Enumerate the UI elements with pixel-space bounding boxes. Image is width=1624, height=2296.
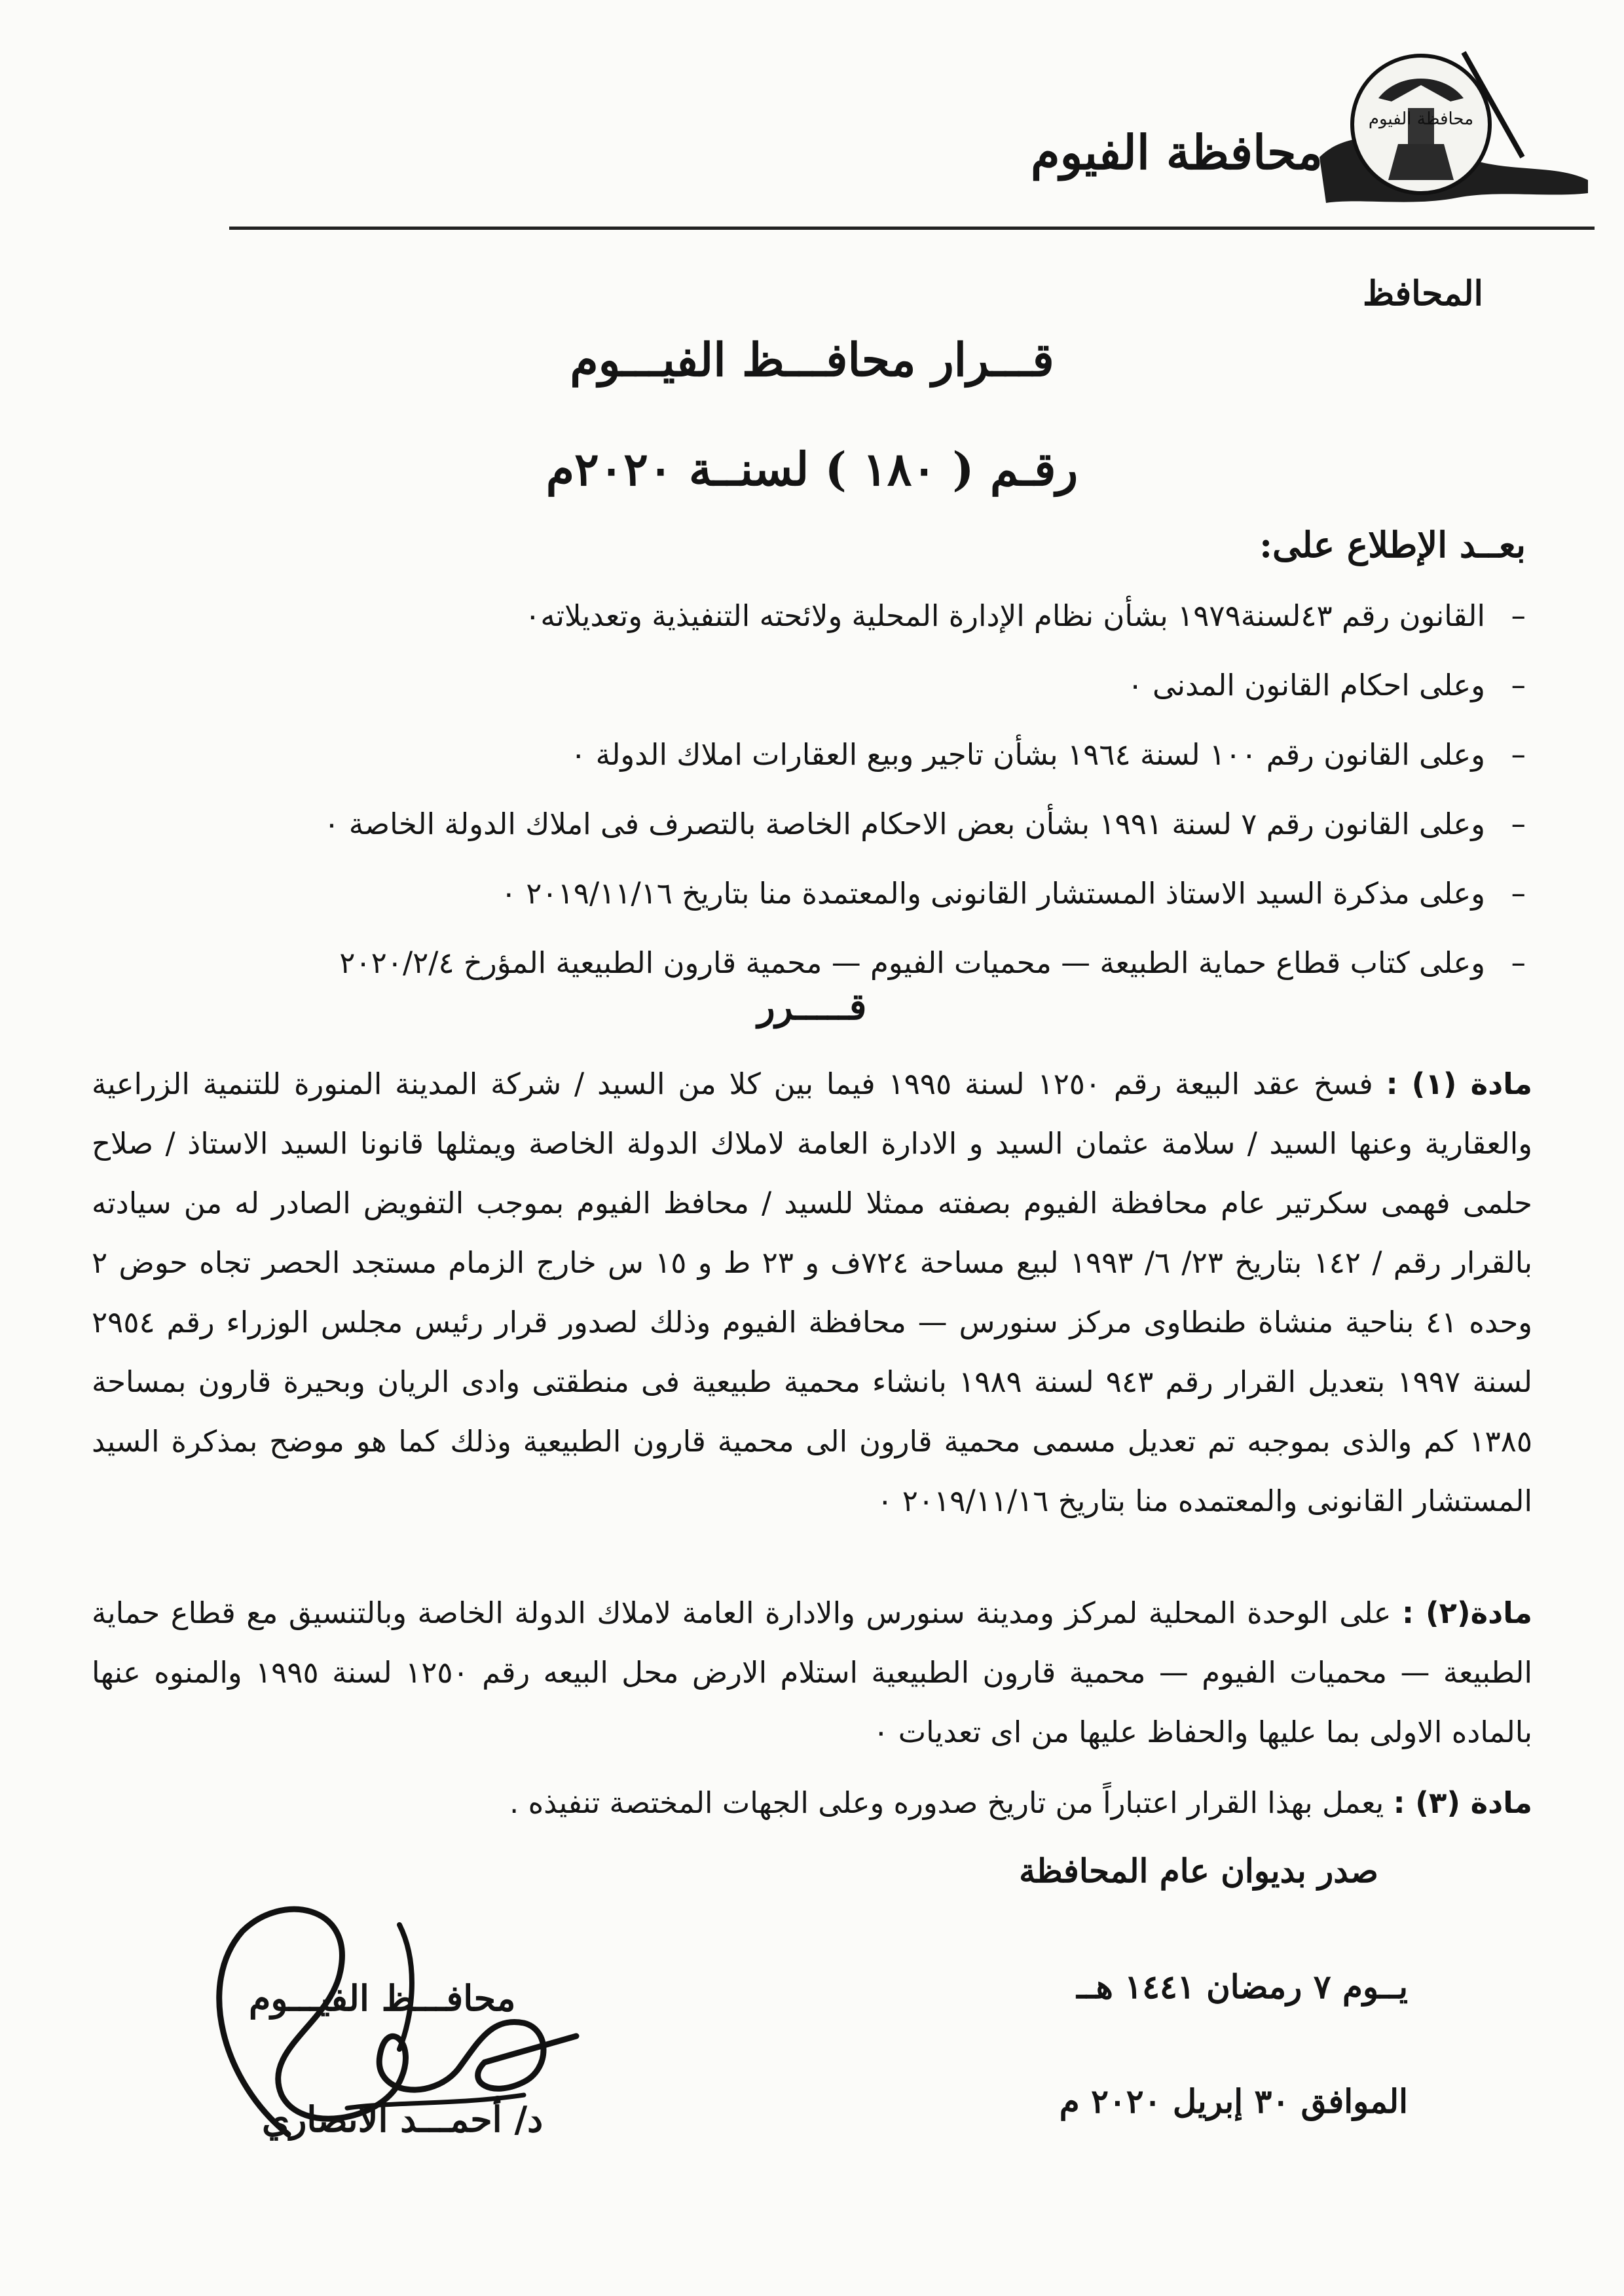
article-label: مادة (٣) :	[1393, 1785, 1532, 1820]
emblem-text: محافظة الفيوم	[1368, 109, 1474, 129]
article-label: مادة(٢) :	[1402, 1595, 1532, 1630]
governor-title: المحافظ	[1363, 274, 1483, 314]
reference-item: –وعلى احكام القانون المدنى ٠	[1127, 668, 1526, 702]
article-1	[92, 1054, 1532, 1531]
article-label: مادة (١) :	[1386, 1066, 1533, 1101]
article-text: فسخ عقد البيعة رقم ١٢٥٠ لسنة ١٩٩٥ فيما بين كلا من السيد / شركة المدينة المنورة للتنمية الزراعية والعقارية وعنها السيد / سلامة عثمان السيد و الادارة العامة لاملاك الدولة الخاصة ويمثلها قانونا السيد الاستاذ / صلاح حلمى فهمى سكرتير عام محافظة الفيوم بصفته ممثلا للسيد / محافظ الفيوم بموجب التفويض الصادر له من سيادته بالقرار رقم / ١٤٢ بتاريخ ٢٣/ ٦/ ١٩٩٣ لبيع مساحة ٧٢٤ف و ٢٣ ط و ١٥ س خارج الزمام مستجد الحصر تجاه حوض ٢ وحده ٤١ بناحية منشاة طنطاوى مركز سنورس — محافظة الفيوم وذلك لصدور قرار رئيس مجلس الوزراء رقم ٢٩٥٤ لسنة ١٩٩٧ بتعديل القرار رقم ٩٤٣ لسنة ١٩٨٩ بانشاء محمية طبيعية فى منطقتى وادى الريان وبحيرة قارون بمساحة ١٣٨٥ كم والذى بموجبه تم تعديل مسمى محمية قارون الى محمية قارون الطبيعية وذلك كما هو موضح بمذكرة السيد المستشار القانونى والمعتمده منا بتاريخ ٢٠١٩/١١/١٦ ٠	[92, 1066, 1532, 1518]
decree-number: رقـم ( ١٨٠ ) لسنــة ٢٠٢٠م	[545, 442, 1079, 496]
reference-item: –وعلى مذكرة السيد الاستاذ المستشار القانونى والمعتمدة منا بتاريخ ٢٠١٩/١١/١٦ ٠	[500, 876, 1526, 911]
header-divider	[229, 227, 1595, 230]
governorate-name: محافظة الفيوم	[1031, 124, 1323, 180]
gregorian-date: الموافق ٣٠ إبريل ٢٠٢٠ م	[1059, 2082, 1408, 2121]
signatory-name: د/ أحمـــد الانصاري	[262, 2098, 544, 2140]
decree-title: قـــرار محافـــظ الفيـــوم	[570, 333, 1054, 387]
governorate-emblem	[1300, 26, 1601, 223]
references-heading: بعــد الإطلاع على:	[1259, 524, 1526, 566]
references-list	[59, 581, 1526, 998]
reference-item: –وعلى كتاب قطاع حماية الطبيعة — محميات الفيوم — محمية قارون الطبيعية المؤرخ ٢٠٢٠/٢/٤	[339, 945, 1526, 980]
issued-at: صدر بديوان عام المحافظة	[1019, 1851, 1378, 1890]
reference-item: –القانون رقم ٤٣لسنة١٩٧٩ بشأن نظام الإدارة المحلية ولائحته التنفيذية وتعديلاته٠	[525, 598, 1526, 633]
signatory-title: محافـــظ الفيـــوم	[249, 1977, 516, 2019]
reference-item: –وعلى القانون رقم ٧ لسنة ١٩٩١ بشأن بعض الاحكام الخاصة بالتصرف فى املاك الدولة الخاصة ٠	[323, 807, 1526, 841]
article-2	[92, 1583, 1532, 1762]
article-text: على الوحدة المحلية لمركز ومدينة سنورس والادارة العامة لاملاك الدولة الخاصة وبالتنسيق مع قطاع حماية الطبيعة — محميات الفيوم — محمية قارون الطبيعية استلام الارض محل البيعه رقم ١٢٥٠ لسنة ١٩٩٥ والمنوه عنها بالماده الاولى بما عليها والحفاظ عليها من اى تعديات ٠	[92, 1595, 1533, 1749]
decision-heading: قـــــرر	[757, 985, 867, 1029]
article-text: يعمل بهذا القرار اعتباراً من تاريخ صدوره وعلى الجهات المختصة تنفيذه .	[509, 1785, 1384, 1820]
article-3	[92, 1773, 1532, 1832]
hijri-date: يــوم ٧ رمضان ١٤٤١ هــ	[1077, 1967, 1408, 2006]
reference-item: –وعلى القانون رقم ١٠٠ لسنة ١٩٦٤ بشأن تاجير وبيع العقارات املاك الدولة ٠	[570, 737, 1526, 772]
